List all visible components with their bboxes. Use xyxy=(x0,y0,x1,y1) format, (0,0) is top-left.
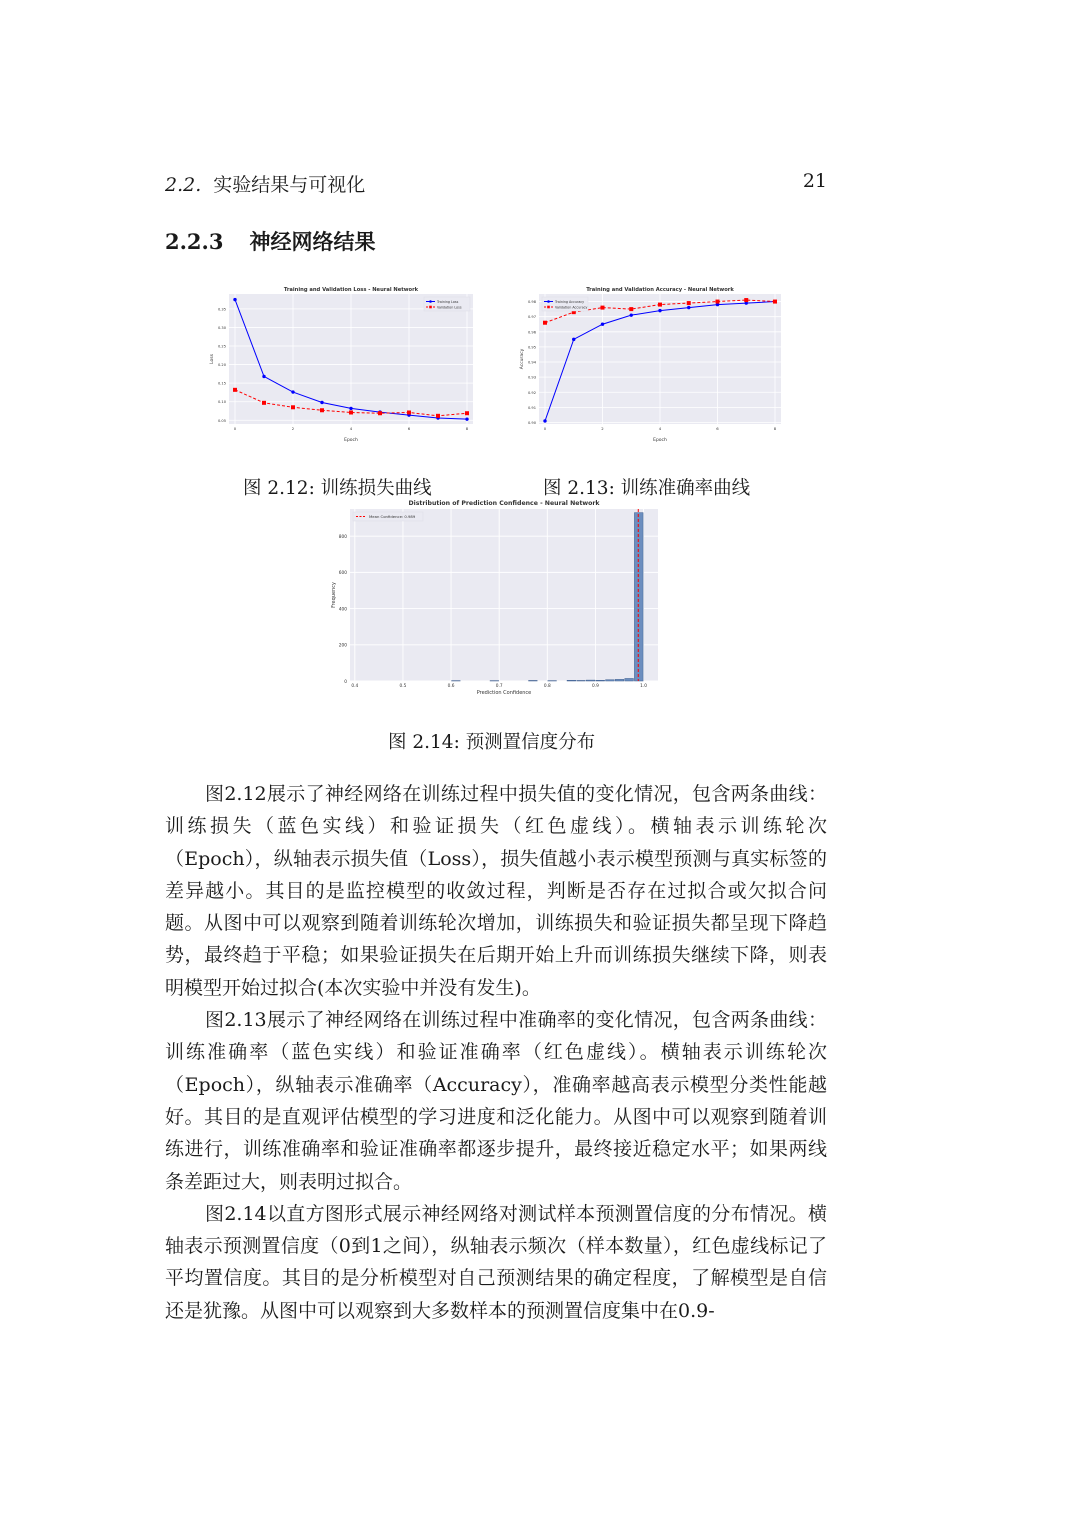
legend-label: Mean Confidence: 0.989 xyxy=(369,514,416,519)
legend-label: Training Accuracy xyxy=(555,299,585,304)
legend xyxy=(424,297,470,311)
data-point xyxy=(465,411,469,415)
data-point xyxy=(291,405,295,409)
body-text xyxy=(165,778,827,1327)
histogram-bar xyxy=(606,680,615,681)
y-tick-label: 0.94 xyxy=(527,360,536,365)
chart-title: Training and Validation Accuracy - Neural Network xyxy=(586,287,734,293)
data-point xyxy=(543,321,547,325)
legend-marker xyxy=(429,300,432,303)
x-tick-label: 0.7 xyxy=(495,684,503,689)
x-tick-label: 0.9 xyxy=(592,684,599,689)
x-tick-label: 0.5 xyxy=(399,684,407,689)
x-tick-label: 6 xyxy=(716,426,719,431)
subsection-number: 2.2.3 xyxy=(165,229,224,254)
data-point xyxy=(233,298,236,301)
legend-label: Training Loss xyxy=(437,299,459,304)
section-number: 2.2. xyxy=(165,174,202,196)
data-point xyxy=(320,408,324,412)
histogram-bar xyxy=(586,680,595,681)
x-tick-label: 0.8 xyxy=(543,684,551,689)
y-tick-label: 200 xyxy=(338,643,347,649)
legend-label: Validation Loss xyxy=(437,305,462,310)
y-tick-label: 0.91 xyxy=(527,405,536,410)
legend-label: Validation Accuracy xyxy=(555,305,588,310)
y-tick-label: 0.93 xyxy=(527,375,536,380)
data-point xyxy=(629,307,633,311)
y-tick-label: 0.10 xyxy=(217,400,226,405)
histogram-bar xyxy=(625,678,634,681)
legend-marker xyxy=(547,300,550,303)
data-point xyxy=(716,300,720,304)
x-tick-label: 8 xyxy=(465,426,469,431)
confidence-histogram xyxy=(328,497,662,697)
legend xyxy=(353,512,423,521)
y-tick-label: 600 xyxy=(338,571,347,577)
x-tick-label: 1.0 xyxy=(640,684,647,689)
histogram-bar xyxy=(529,680,538,681)
accuracy-chart xyxy=(517,284,785,444)
y-tick-label: 0.15 xyxy=(217,381,226,386)
y-tick-label: 0.95 xyxy=(527,345,536,350)
subsection-heading xyxy=(165,226,375,256)
y-tick-label: 0 xyxy=(344,679,347,685)
y-axis-label: Loss xyxy=(210,354,215,364)
data-point xyxy=(601,306,605,310)
data-point xyxy=(601,323,604,326)
data-point xyxy=(233,388,237,392)
y-tick-label: 800 xyxy=(338,534,347,540)
plot-area xyxy=(350,509,658,681)
y-tick-label: 0.35 xyxy=(217,307,226,312)
x-tick-label: 4 xyxy=(658,426,662,431)
y-tick-label: 0.20 xyxy=(217,363,226,368)
histogram-bar xyxy=(567,680,576,681)
figure-2-13-caption: 图 2.13: 训练准确率曲线 xyxy=(543,478,751,499)
x-tick-label: 0 xyxy=(233,426,237,431)
data-point xyxy=(572,338,575,341)
paragraph-1: 图2.12展示了神经网络在训练过程中损失值的变化情况，包含两条曲线：训练损失（蓝色实线）和验证损失（红色虚线）。横轴表示训练轮次（Epoch），纵轴表示损失值（Loss），损失值越小表示模型预测与真实标签的差异越小。其目的是监控模型的收敛过程，判断是否存在过拟合或欠拟合问题。从图中可以观察到随着训练轮次增加，训练损失和验证损失都呈现下降趋势，最终趋于平稳；如果验证损失在后期开始上升而训练损失继续下降，则表明模型开始过拟合(本次实验中并没有发生)。 xyxy=(165,783,827,999)
histogram-bar xyxy=(596,680,605,681)
data-point xyxy=(436,414,440,418)
x-tick-label: 8 xyxy=(773,426,777,431)
paragraph-2: 图2.13展示了神经网络在训练过程中准确率的变化情况，包含两条曲线：训练准确率（蓝色实线）和验证准确率（红色虚线）。横轴表示训练轮次（Epoch），纵轴表示准确率（Accuracy），准确率越高表示模型分类性能越好。其目的是直观评估模型的学习进度和泛化能力。从图中可以观察到随着训练进行，训练准确率和验证准确率都逐步提升，最终接近稳定水平；如果两线条差距过大，则表明过拟合。 xyxy=(165,1009,827,1193)
x-tick-label: 2 xyxy=(601,426,604,431)
data-point xyxy=(773,300,777,304)
running-head xyxy=(165,170,827,196)
data-point xyxy=(349,410,353,414)
y-tick-label: 0.97 xyxy=(527,315,536,320)
data-point xyxy=(407,410,411,414)
y-tick-label: 0.98 xyxy=(527,300,536,305)
chart-title: Training and Validation Loss - Neural Network xyxy=(283,287,419,293)
figure-2-14-caption: 图 2.14: 预测置信度分布 xyxy=(388,732,596,753)
data-point xyxy=(349,407,352,410)
y-tick-label: 0.30 xyxy=(217,325,226,330)
data-point xyxy=(262,401,266,405)
x-tick-label: 6 xyxy=(407,426,411,431)
data-point xyxy=(687,301,691,305)
paragraph-3: 图2.14以直方图形式展示神经网络对测试样本预测置信度的分布情况。横轴表示预测置信度（0到1之间），纵轴表示频次（样本数量），红色虚线标记了平均置信度。其目的是分析模型对自己预测结果的确定程度，了解模型是自信还是犹豫。从图中可以观察到大多数样本的预测置信度集中在0.9- xyxy=(165,1202,827,1322)
x-tick-label: 0 xyxy=(543,426,547,431)
x-tick-label: 0.6 xyxy=(447,684,455,689)
page-number: 21 xyxy=(802,170,827,192)
data-point xyxy=(543,419,546,422)
histogram-bar xyxy=(577,680,586,681)
data-point xyxy=(687,306,690,309)
data-point xyxy=(744,298,748,302)
data-point xyxy=(291,390,294,393)
data-point xyxy=(658,309,661,312)
y-tick-label: 400 xyxy=(338,607,347,613)
chart-title: Distribution of Prediction Confidence - Neural Network xyxy=(408,500,600,507)
data-point xyxy=(378,411,382,415)
legend-marker xyxy=(429,306,432,309)
subsection-title: 神经网络结果 xyxy=(249,229,376,254)
y-tick-label: 0.25 xyxy=(217,344,226,349)
loss-chart xyxy=(205,284,477,444)
y-axis-label: Frequency xyxy=(331,582,337,608)
x-tick-label: 2 xyxy=(291,426,295,431)
x-axis-label: Epoch xyxy=(653,438,667,443)
data-point xyxy=(630,313,633,316)
section-title: 实验结果与可视化 xyxy=(213,174,366,196)
x-axis-label: Epoch xyxy=(344,438,358,443)
legend-marker xyxy=(547,306,550,309)
y-tick-label: 0.92 xyxy=(527,390,536,395)
y-tick-label: 0.96 xyxy=(527,330,536,335)
y-axis-label: Accuracy xyxy=(520,348,525,370)
data-point xyxy=(262,375,265,378)
y-tick-label: 0.90 xyxy=(527,420,536,425)
figure-2-12-caption: 图 2.12: 训练损失曲线 xyxy=(243,478,432,499)
histogram-bar xyxy=(615,679,624,681)
data-point xyxy=(658,303,662,307)
x-tick-label: 4 xyxy=(349,426,353,431)
x-axis-label: Prediction Confidence xyxy=(476,690,532,696)
y-tick-label: 0.05 xyxy=(217,418,226,423)
data-point xyxy=(320,401,323,404)
legend xyxy=(542,297,588,311)
x-tick-label: 0.4 xyxy=(351,684,359,689)
data-point xyxy=(465,417,468,420)
